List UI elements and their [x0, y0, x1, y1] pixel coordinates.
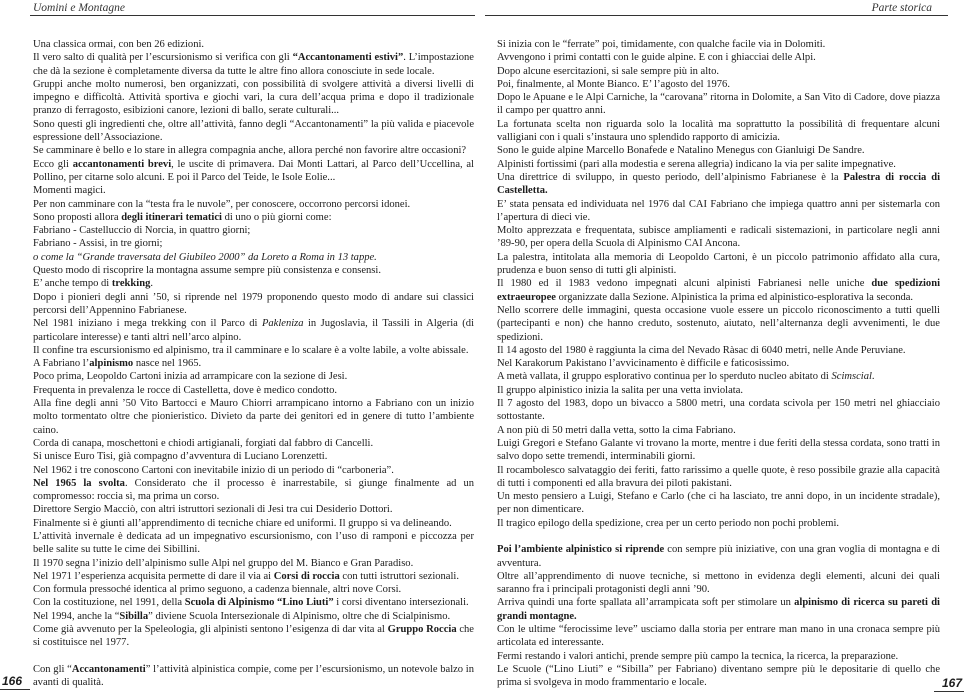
- bold-text: alpinismo: [89, 358, 134, 370]
- text-run: , le uscite di primavera. Dai Monti Lattari, al Parco dell’Uccellina, al Pollino, per citarne solo alcuni. E poi il Parco del Teide, le Isole Eolie...: [33, 158, 474, 183]
- text-run: Una direttrice di sviluppo, in questo periodo, dell’alpinismo Fabrianese è la: [497, 171, 844, 183]
- paragraph: [497, 51, 940, 64]
- bold-text: Corsi di roccia: [273, 570, 340, 582]
- text-run: con tutti istruttori sezionali.: [339, 570, 459, 582]
- text-run: Dopo le Apuane e le Alpi Carniche, la “carovana” ritorna in Dolomite, a San Vito di Cadore, dove piazza il campo per quattro anni.: [497, 92, 940, 117]
- bold-text: alpinismo di ricerca su pareti di grandi montagne.: [497, 597, 940, 622]
- bold-text: Scuola di Alpinismo “Lino Liuti”: [184, 597, 334, 609]
- text-run: Il 7 agosto del 1983, dopo un bivacco a 5800 metri, una cordata scivola per 150 metri nel ghiacciaio sottostante.: [497, 398, 940, 423]
- text-run: Ecco gli: [33, 158, 73, 170]
- text-run: Il vero salto di qualità per l’escursionismo si verifica con gli: [33, 52, 293, 64]
- text-section: [497, 38, 940, 530]
- text-run: con sempre più iniziative, con una gran voglia di montagna e di avventura.: [497, 544, 941, 569]
- text-run: Il tragico epilogo della spedizione, crea per un certo periodo non pochi problemi.: [497, 517, 840, 529]
- text-section: [497, 543, 940, 689]
- paragraph: [497, 198, 940, 225]
- bold-text: Gruppo Roccia: [387, 624, 457, 636]
- text-run: Il confine tra escursionismo ed alpinismo, tra il camminare e lo scalare è a volte labile, a volte abissale.: [33, 344, 469, 356]
- text-run: nasce nel 1965.: [133, 358, 202, 370]
- paragraph: [33, 397, 474, 437]
- paragraph: [33, 277, 474, 290]
- text-run: Frequenta in prevalenza le rocce di Castelletta, dove è medico condotto.: [33, 384, 337, 396]
- bold-text: Sibilla: [119, 610, 149, 622]
- italic-text: Pakleniza: [261, 318, 304, 330]
- text-run: .: [150, 278, 154, 290]
- paragraph: [497, 543, 940, 570]
- paragraph: [497, 277, 940, 304]
- text-run: Si inizia con le “ferrate” poi, timidamente, con qualche facile via in Dolomiti.: [497, 39, 826, 50]
- paragraph: [497, 370, 940, 383]
- paragraph: [497, 623, 940, 650]
- bold-text: accantonamenti brevi: [72, 158, 172, 170]
- text-run: Questo modo di riscoprire la montagna assume sempre più consistenza e consensi.: [33, 265, 381, 277]
- running-head: Parte storica: [871, 2, 932, 14]
- paragraph: [33, 158, 474, 185]
- italic-text: o come la “Grande traversata del Giubileo 2000” da Loreto a Roma in 13 tappe.: [33, 251, 377, 263]
- text-run: Le Scuole (“Lino Liuti” e “Sibilla” per Fabriano) diventano sempre più le depositarie di quello che prima si svolgeva in modo frammentario e locale.: [497, 663, 940, 689]
- paragraph: [497, 490, 940, 517]
- text-run: Nel 1981 iniziano i mega trekking con il Parco di: [33, 318, 262, 330]
- text-run: . L’impostazione che dà la sezione è completamente diversa da tutte le altre fino allora conosciute in sede locale.: [33, 52, 474, 77]
- text-run: Il 1980 ed il 1983 vedono impegnati alcuni alpinisti Fabrianesi nelle uniche: [497, 278, 872, 290]
- paragraph: [33, 570, 474, 583]
- text-run: Nel 1962 i tre conoscono Cartoni con inevitabile inizio di un periodo di “carboneria”.: [33, 464, 394, 476]
- text-run: Come già avvenuto per la Speleologia, gli alpinisti sentono l’esigenza di dar vita al: [33, 624, 388, 636]
- text-run: A metà vallata, il gruppo esplorativo continua per lo sperduto nucleo abitato di: [497, 371, 832, 383]
- text-run: Sono le guide alpine Marcello Bonafede e Natalino Menegus con Gianluigi De Sandre.: [497, 145, 865, 157]
- paragraph: [33, 384, 474, 397]
- text-run: ” l’attività alpinistica compie, come per l’escursionismo, un notevole balzo in avanti di qualità.: [33, 663, 475, 689]
- paragraph: [33, 211, 474, 224]
- text-run: Dopo i pionieri degli anni ’50, si riprende nel 1979 proponendo questo modo di andare sui classici percorsi dell’Appennino Fabrianese.: [33, 291, 474, 316]
- text-run: Oltre all’apprendimento di nuove tecniche, si mettono in evidenza degli elementi, alcuni dei quali saranno fra i principali protagonisti degli anni ’90.: [497, 570, 940, 596]
- paragraph: [33, 596, 474, 609]
- paragraph: [33, 317, 474, 344]
- text-run: Con le ultime “ferocissime leve” usciamo dalla storia per entrare man mano in una cronaca sempre più articolata ed interessante.: [497, 624, 940, 649]
- text-run: Nel 1994, anche la “: [33, 610, 120, 622]
- paragraph: [33, 557, 474, 570]
- text-run: i corsi diventano intersezionali.: [333, 597, 469, 609]
- paragraph: [33, 530, 474, 557]
- paragraph: [33, 118, 474, 145]
- text-run: Avvengono i primi contatti con le guide alpine. E con i ghiacciai delle Alpi.: [497, 52, 816, 64]
- running-head: Uomini e Montagne: [33, 2, 125, 14]
- text-run: Nel Karakorum Pakistano l’avvicinamento è difficile e faticosissimo.: [497, 358, 790, 370]
- text-run: Sono proposti allora: [33, 211, 122, 223]
- text-run: Poi, finalmente, al Monte Bianco. E’ l’agosto del 1976.: [497, 78, 730, 90]
- paragraph: [497, 118, 940, 145]
- paragraph: [497, 570, 940, 597]
- text-run: E’ anche tempo di: [33, 278, 112, 290]
- text-run: E’ stata pensata ed individuata nel 1976 dal CAI Fabriano che impiega quattro anni per sistemarla con l’apertura di dieci vie.: [497, 198, 940, 223]
- text-run: Il gruppo alpinistico inizia la salita per una vetta inviolata.: [497, 384, 744, 396]
- paragraph: [33, 370, 474, 383]
- text-run: Nello scorrere delle immagini, questa occasione vuole essere un piccolo riconoscimento a tutti quelli (partecipanti e non) che hanno creduto, sostenuto, aiutato, nell’alternanza degli avvenimenti, le due spedizioni.: [497, 304, 940, 343]
- bold-text: Nel 1965 la svolta: [33, 477, 125, 489]
- paragraph: [497, 158, 940, 171]
- page-number: 166: [0, 674, 30, 690]
- bold-text: “Accantonamenti estivi”: [292, 52, 404, 64]
- paragraph: [497, 78, 940, 91]
- body-text: [33, 38, 474, 690]
- text-section: [33, 663, 474, 690]
- paragraph: [497, 517, 940, 530]
- text-run: Arriva quindi una forte spallata all’arrampicata soft per stimolare un: [497, 597, 795, 609]
- text-run: Molto apprezzata e frequentata, subisce ampliamenti e radicali sistemazioni, in particolare negli anni ’89-90, per opera della Scuola di Alpinismo CAI Ancona.: [497, 225, 940, 250]
- text-run: Sono questi gli ingredienti che, oltre all’attività, fanno degli “Accantonamenti” la più valida e piacevole espressione dell’Associazione.: [33, 118, 474, 144]
- text-run: ” diviene Scuola Intersezionale di Alpinismo, oltre che di Scialpinismo.: [148, 610, 451, 622]
- paragraph: [497, 144, 940, 157]
- paragraph: [497, 650, 940, 663]
- text-run: Dopo alcune esercitazioni, si sale sempre più in alto.: [497, 65, 719, 77]
- paragraph: [33, 264, 474, 277]
- paragraph: [33, 437, 474, 450]
- paragraph: [33, 583, 474, 596]
- paragraph: [497, 437, 940, 464]
- text-run: organizzate dalla Sezione. Alpinistica la prima ed alpinistico-esplorativa la seconda.: [555, 291, 914, 303]
- paragraph: [33, 663, 474, 690]
- text-run: Fabriano - Assisi, in tre giorni;: [33, 238, 163, 250]
- text-run: Alla fine degli anni ’50 Vito Bartocci e Mauro Chiorri arrampicano intorno a Fabriano con un inizio molto tormentato oltre che pionieristico. Divieto da parte dei genitori ed in genere di tutto l’ambiente caino.: [33, 398, 474, 436]
- bold-text: trekking: [111, 278, 151, 290]
- paragraph: [497, 171, 940, 198]
- text-run: Si unisce Euro Tisi, già compagno d’avventura di Luciano Lorenzetti.: [33, 451, 328, 463]
- paragraph: [33, 477, 474, 504]
- text-run: Con gli “: [33, 663, 72, 675]
- paragraph: [33, 623, 474, 650]
- paragraph: [497, 464, 940, 491]
- text-run: di uno o più giorni come:: [221, 211, 332, 223]
- paragraph: [33, 184, 474, 197]
- paragraph: [497, 304, 940, 344]
- text-run: .: [871, 371, 875, 383]
- header-rule: [485, 15, 948, 16]
- paragraph: [497, 91, 940, 118]
- header-rule: [30, 15, 475, 16]
- bold-text: Poi l’ambiente alpinistico si riprende: [497, 544, 665, 556]
- text-run: Nel 1971 l’esperienza acquisita permette di dare il via ai: [33, 570, 274, 582]
- text-run: Corda di canapa, moschettoni e chiodi artigianali, forgiati dal fabbro di Cancelli.: [33, 437, 374, 449]
- text-run: Gruppi anche molto numerosi, ben organizzati, con possibilità di svolgere attività a diversi livelli di impegno e difficoltà. Attività sportiva e giochi vari, la cura dell’acqua prima e dopo il tradizionale pranzo di ferragosto, esibizioni canore, lezioni di ballo, serate culturali...: [33, 78, 474, 117]
- bold-text: Accantonamenti: [71, 663, 146, 675]
- paragraph: [33, 38, 474, 51]
- text-run: L’attività invernale è dedicata ad un impegnativo escursionismo, con l’uso di ramponi e piccozza per belle salite su tutte le cime dei Sibillini.: [33, 530, 474, 556]
- bold-text: due spedizioni extraeuropee: [497, 278, 940, 303]
- paragraph: [497, 663, 940, 690]
- paragraph: [33, 357, 474, 370]
- body-text: [497, 38, 940, 690]
- text-run: La palestra, intitolata alla memoria di Leopoldo Cartoni, è un piccolo patrimonio affidato alla cura, prudenza e buon senso di tutti gli alpinisti.: [497, 251, 940, 277]
- text-run: . Considerato che il processo è inarrestabile, si giunge finalmente ad un compromesso: roccia sì, ma prima un corso.: [33, 477, 474, 503]
- text-run: Momenti magici.: [33, 185, 106, 197]
- paragraph: [497, 384, 940, 397]
- text-run: La fortunata scelta non riguarda solo la località ma soprattutto la possibilità di frequentare alcuni valligiani con i quali s’instaura uno splendido rapporto di amicizia.: [497, 118, 940, 144]
- paragraph: [497, 397, 940, 424]
- text-run: Un mesto pensiero a Luigi, Stefano e Carlo (che ci ha lasciato, tre anni dopo, in un incidente stradale), per non dimenticare.: [497, 491, 940, 516]
- text-run: Poco prima, Leopoldo Cartoni inizia ad arrampicare con la sezione di Jesi.: [33, 371, 348, 383]
- italic-text: Scimscial: [831, 371, 872, 383]
- text-section: [33, 38, 474, 650]
- paragraph: [33, 291, 474, 318]
- paragraph: [33, 450, 474, 463]
- paragraph: [497, 596, 940, 623]
- text-run: che si costituisce nel 1977.: [33, 624, 474, 649]
- paragraph: [33, 51, 474, 78]
- bold-text: degli itinerari tematici: [121, 211, 222, 223]
- paragraph: [497, 224, 940, 251]
- bold-text: Palestra di roccia di Castelletta.: [497, 171, 940, 197]
- paragraph: [33, 503, 474, 516]
- text-run: A non più di 50 metri dalla vetta, sotto la cima Fabriano.: [497, 424, 736, 436]
- text-run: Finalmente si è giunti all’apprendimento di tecniche chiare ed uniformi. Il gruppo si va delineando.: [33, 517, 452, 529]
- text-run: Direttore Sergio Macciò, con altri istruttori sezionali di Jesi tra cui Desiderio Dottori.: [33, 504, 393, 516]
- text-run: Alpinisti fortissimi (pari alla modestia e serena allegria) indicano la via per salite impegnative.: [497, 158, 896, 170]
- text-run: in Jugoslavia, il Tassili in Algeria (di particolare interesse) e tanti altri nell’arco alpino.: [33, 318, 475, 343]
- paragraph: [33, 237, 474, 250]
- page-number: 167: [934, 676, 964, 692]
- paragraph: [497, 251, 940, 278]
- paragraph: [497, 344, 940, 357]
- text-run: Luigi Gregori e Stefano Galante vi trovano la morte, mentre i due feriti della stessa cordata, sono tratti in salvo dopo sette tremendi, interminabili giorni.: [497, 437, 940, 463]
- paragraph: [33, 198, 474, 211]
- paragraph: [33, 610, 474, 623]
- text-run: Per non camminare con la “testa fra le nuvole”, per conoscere, occorrono percorsi idonei.: [33, 198, 411, 210]
- text-run: Fermi restando i valori antichi, prende sempre più campo la tecnica, la ricerca, la preparazione.: [497, 650, 899, 662]
- text-run: Il rocambolesco salvataggio dei feriti, fatto rarissimo a quelle quote, è reso possibile grazie alla capacità di tutti i componenti ed alla bravura dei piloti pakistani.: [497, 464, 940, 489]
- paragraph: [497, 424, 940, 437]
- paragraph: [497, 38, 940, 51]
- paragraph: [33, 224, 474, 237]
- paragraph: [33, 517, 474, 530]
- text-run: A Fabriano l’: [33, 358, 90, 370]
- paragraph: [497, 357, 940, 370]
- paragraph: [33, 344, 474, 357]
- paragraph: [33, 464, 474, 477]
- text-run: Fabriano - Castelluccio di Norcia, in quattro giorni;: [33, 225, 251, 237]
- paragraph: [33, 144, 474, 157]
- right-page: [483, 0, 966, 699]
- text-run: Il 1970 segna l’inizio dell’alpinismo sulle Alpi nel gruppo del M. Bianco e Gran Paradiso.: [33, 557, 414, 569]
- text-run: Se camminare è bello e lo stare in allegra compagnia anche, allora perché non favorire altre occasioni?: [33, 145, 467, 157]
- text-run: Una classica ormai, con ben 26 edizioni.: [33, 39, 205, 50]
- text-run: Con formula pressoché identica al primo seguono, a cadenza biennale, altri nove Corsi.: [33, 584, 402, 596]
- paragraph: [33, 78, 474, 118]
- text-run: Il 14 agosto del 1980 è raggiunta la cima del Nevado Ràsac di 6040 metri, nelle Ande Peruviane.: [497, 344, 906, 356]
- text-run: Con la costituzione, nel 1991, della: [33, 597, 185, 609]
- paragraph: [497, 65, 940, 78]
- paragraph: [33, 251, 474, 264]
